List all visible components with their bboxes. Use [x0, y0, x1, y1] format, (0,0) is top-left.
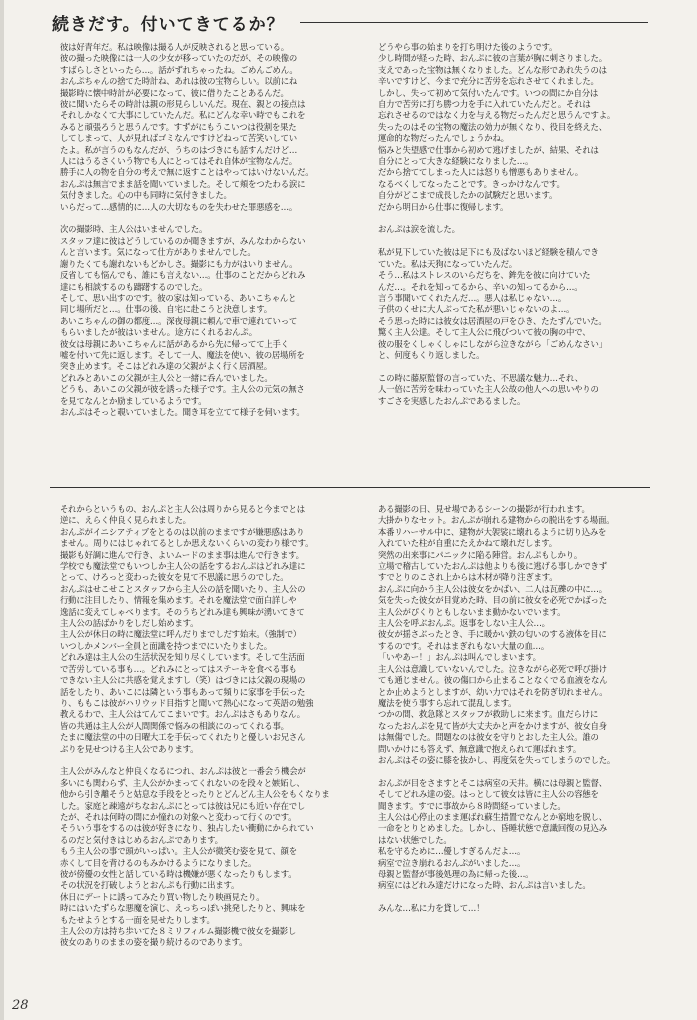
text-line: どうも、あいこの父親が彼を誘った様子です。主人公の元気の無さ — [60, 384, 305, 395]
text-line: できない主人公に共感を覚えますし（笑）はづきには父親の現場の — [60, 675, 306, 686]
text-line: みると頑張ろうと思うんです。すずがにもうこいつは役割を果た — [60, 121, 297, 132]
text-line: 言う事聞いてくれたんだ…。悪人は私じゃない…。 — [378, 292, 567, 303]
text-line: 子供のくせに大人ぶってた私が悪いじゃないのよ…。 — [378, 304, 575, 315]
text-line: 彼は好青年だ。私は映像は撮る人が反映されると思っている。 — [60, 42, 289, 52]
text-line: もらいましたが彼はいません。途方にくれるおんぷ。 — [60, 327, 257, 338]
text-line: とか止めようとしますが、幼い力ではそれを防ぎ切れません。 — [378, 686, 608, 697]
text-line: あいこちゃんの御の都度…。深夜母親に頼んで車で連れていって — [60, 315, 298, 326]
text-line: すごさを実感したおんぷであるました。 — [378, 395, 526, 406]
text-line: どうやら事の始まりを打ち明けた後のようです。 — [378, 42, 558, 52]
text-line: はない状態でした。 — [378, 834, 452, 845]
text-line: ぶりを見せつける主人公であります。 — [60, 743, 199, 754]
text-line: みんな…私に力を貸して…！ — [378, 903, 485, 914]
text-line: ていた。私は天狗になっていたんだ。 — [378, 258, 517, 269]
text-line: 自分にとって大きな経験になりました…。 — [378, 156, 534, 167]
text-line: 支えであった宝物は無くなりました。どんな形であれ失うのは — [378, 64, 607, 75]
text-line: 突然の出来事にパニックに陥る陣営。おんぷもしかり。 — [378, 549, 583, 560]
text-line: とって、けろっと変わった彼女を見て不思議に思うのでした。 — [60, 572, 289, 583]
text-line: と、何度もくり返しました。 — [378, 349, 485, 360]
text-line: すばらしさといったら…。話がずれちゃったね。ごめんごめん。 — [60, 64, 298, 75]
text-line: どれみ達は主人公の生活状況を知り尽くしています。そして生活面 — [60, 652, 305, 663]
text-line: 謝りたくても謝れないもどかしさ。撮影にも力がはいりません。 — [60, 258, 298, 269]
page-number: 28 — [12, 998, 29, 1013]
text-line: 逸話に変えてしゃべります。そのうちどれみ達も興味が湧いてきて — [60, 606, 305, 617]
text-line: 彼女が揺さぶったとき、手に暖かい鉄の匂いのする液体を目に — [378, 629, 607, 640]
text-line: 時にはいたずらな悪魔を演じ、えっちっぽい挑発したりと、興味を — [60, 903, 306, 914]
text-line: この時に藤原監督の言っていた、不思議な魅力…それ、 — [378, 372, 583, 383]
text-line: 魔法を使う事すら忘れて混乱します。 — [378, 697, 517, 708]
text-line: 主人公の話ばかりをしだし始めます。 — [60, 618, 199, 629]
page-edge — [0, 0, 4, 1020]
text-line: そしてどれみ達の姿。はっとして彼女は皆に主人公の容態を — [378, 789, 599, 800]
text-line: 辛いですけど、今まで充分に苦労を忘れさせてくれました。 — [378, 76, 599, 87]
text-line: 逆に、えらく仲良く見られました。 — [60, 515, 191, 526]
text-line: 問いかけにも答えず、無意識で抱えられて運ばれます。 — [378, 743, 582, 754]
text-line: いつしかメンバー全員と面識を持つまでにいたりました。 — [60, 640, 272, 651]
text-line: 悩みと失望感で仕事から初めて逃げましたが、結果、それは — [378, 144, 599, 155]
text-line: んだ…。それを知ってるから、辛いの知ってるから…。 — [378, 281, 583, 292]
text-line: 「いやあー！」おんぷは叫んでしまいます。 — [378, 652, 541, 663]
text-line: 主人公が休日の時に魔法堂に呼んだりまでしだす始末。（強制で） — [60, 629, 302, 640]
column-top-right — [378, 42, 668, 407]
text-line: 達にも相談するのも躊躇するのでした。 — [60, 281, 208, 292]
text-line: 彼が傍優の女性と話している時は機嫌が悪くなったりもします。 — [60, 868, 297, 879]
text-line: 病室で泣き崩れるおんぷがいました…。 — [378, 857, 526, 868]
page-title: 続きだす。付いてきてるか？ — [52, 15, 285, 35]
text-line: 次の撮影時、主人公はいませんでした。 — [60, 224, 208, 235]
text-line: そう…私はストレスのいらだちを、鉾先を彼に向けていた — [378, 270, 591, 281]
text-line: 主人公の方は持ち歩いてた８ミリフィルム撮影機で彼女を撮影し — [60, 926, 297, 937]
text-line — [378, 213, 668, 224]
text-line: もう主人公の事で頭がいっぱい。主人公が微笑む姿を見て、顔を — [60, 846, 297, 857]
text-line: ある撮影の日、見せ場であるシーンの撮影が行われます。 — [378, 504, 590, 514]
text-line: 撮影時に懐中時計が必要になって、彼に借りたことあるんだ。 — [60, 87, 289, 98]
text-line: おんぷはせこせことスタッフから主人公の話を聞いたり、主人公の — [60, 583, 306, 594]
text-line: 自分がどこまで成長したかの試験だと思います。 — [378, 190, 558, 201]
text-line: 彼女のありのままの姿を撮り続けるのであります。 — [60, 937, 248, 948]
column-top-left — [60, 42, 350, 418]
text-line: 立場で稽古していたおんぷは他よりも後に逃げる事しかできず — [378, 561, 607, 572]
text-line: 教えるわで、主人公はてんてこまいです。おんぷはさもありなん。 — [60, 709, 305, 720]
text-line: 主人公は意識していないんでした。泣きながら必死で呼び掛け — [378, 663, 607, 674]
text-line: ても通じません。彼の傷口から止まることなくでる血液をなん — [378, 675, 608, 686]
text-line: だから明日から仕事に復帰します。 — [378, 201, 509, 212]
text-line: その状況を打破しようとおんぷも行動に出ます。 — [60, 880, 240, 891]
text-line: 主人公がぴくりともしないまま動かないでいます。 — [378, 606, 566, 617]
text-line: 一命をとりとめました。しかし、昏睡状態で意識回復の見込み — [378, 823, 607, 834]
text-line: 他から引き離そうと姑息な手段をとったりとどんどん主人公をもくなりま — [60, 789, 330, 800]
text-line: 話をしたり、あいこには隣という事もあって頻りに家事を手伝った — [60, 686, 306, 697]
column-bottom-left — [60, 504, 350, 949]
text-line: おんぷはその姿に膝を抜かし、再度気を失ってしまうのでした。 — [378, 754, 616, 765]
text-line: 聞きます。すでに事故から８時間経っていました。 — [378, 800, 566, 811]
text-line: もたせようとする一面を見せたりします。 — [60, 914, 215, 925]
text-line: 撮影も好調に進んで行き、よいムードのまま事は進んで行きます。 — [60, 549, 304, 560]
text-line: を見てなんとか励ましているようです。 — [60, 395, 207, 406]
text-line: 彼女は母親にあいこちゃんに話があるから先に帰ってて上手く — [60, 338, 289, 349]
text-line: 反省しても悩んでも、誰にも言えない…。仕事のことだからどれみ — [60, 270, 306, 281]
text-line: おんぷが目をさますとそこは病室の天井。横には母親と監督、 — [378, 777, 607, 788]
text-line: たが、それは何時の間にか憧れの対象へと変わって行くのです。 — [60, 811, 297, 822]
text-line: なったおんぷを見て皆が大丈夫かと声をかけますが、彼女自身 — [378, 720, 607, 731]
text-line: するのです。それはまぎれもない大量の血…。 — [378, 640, 550, 651]
text-line: そして、思い出すのです。彼の家は知っている、あいこちゃんと — [60, 292, 297, 303]
text-line: してしまって、人が見ればゴミなんですけどねって苦笑いしてい — [60, 133, 297, 144]
text-line: 運命的な物だったんでしょうかね。 — [378, 133, 509, 144]
text-line: つかの間、救急隊とスタッフが救助しに来ます。血だらけに — [378, 709, 599, 720]
text-line: で苦労している事も…。どれみにとってはステーキを食べる事も — [60, 663, 297, 674]
text-line: 大掛かりなセット。おんぷが崩れる建物からの脱出をする場面。 — [378, 515, 615, 526]
text-line: 彼の撮った映像には一人の少女が移っていたのだが、その映像の — [60, 53, 298, 64]
text-line: 少し時間が経った時、おんぷに彼の言葉が胸に刺さりました。 — [378, 53, 607, 64]
text-line: それからというもの、おんぷと主人公は周りから見ると今までとは — [60, 504, 305, 514]
text-line: いらだって…感情的に…人の大切なものを失わせた罪悪感を…。 — [60, 201, 298, 212]
text-line: たまに魔法堂の中の日曜大工を手伝ってくれたりと優しいお兄さん — [60, 732, 306, 743]
text-line: 皆の共通は主人公が人間関係で悩みの相談にのってくれる事。 — [60, 720, 289, 731]
text-line: 母親と監督が事後処理の為に帰った後…。 — [378, 868, 534, 879]
text-line: 自力で苦労に打ち勝つ力を手に入れていたんだと。それは — [378, 99, 591, 110]
text-line: 彼に聞いたらその時計は親の形見らしいんだ。現在、親との接点は — [60, 99, 306, 110]
text-line: 気を失った彼女が目覚めた時、目の前に彼女を必死でかばった — [378, 595, 607, 606]
text-line: 私を守るために…優しすぎるんだよ…。 — [378, 846, 526, 857]
text-line: しかし、失って初めて気付いたんです。いつの間にか自分は — [378, 87, 599, 98]
text-line: 赤くして目を背けるのもみかけるようになりました。 — [60, 857, 257, 868]
text-line: んと言います。気になって仕方がありませんでした。 — [60, 247, 256, 258]
text-line — [378, 766, 668, 777]
text-line: 主人公がみんなと仲良くなるにつれ、おんぷは彼と一番会う機会が — [60, 766, 306, 777]
text-line: 人一倍に苦労を味わっていた主人公故の他人への思いやりの — [378, 384, 599, 395]
text-line: した。家庭と疎遠がちなおんぷにとっては彼は兄にも近い存在でし — [60, 800, 306, 811]
text-line: 勝手に人の物を自分の考えで無に返すことはやってはいけないんだ。 — [60, 167, 314, 178]
text-line: 休日にデートに誘ってみたり買い物したり映画見たり。 — [60, 891, 265, 902]
text-line: どれみとあいこの父親が主人公と一緒に呑んでいました。 — [60, 372, 273, 383]
text-line: それしかなくて大事にしていたんだ。私にどんな幸い時でもこれを — [60, 110, 306, 121]
text-line: 気付きました。心の中も同時に気付きました。 — [60, 190, 232, 201]
text-line: おんぷに向かう主人公は彼女をかばい、二人は瓦礫の中に…。 — [378, 583, 607, 594]
text-line: 主人公は心停止のまま運ばれ蘇生措置でなんとか窮地を脱し、 — [378, 811, 607, 822]
title-divider — [300, 22, 648, 23]
section-divider — [50, 487, 650, 488]
text-line: 驚く主人公達。そして主人公に飛びついて彼の胸の中で、 — [378, 327, 591, 338]
text-line — [378, 236, 668, 247]
text-line — [60, 213, 350, 224]
text-line: 失ったのはその宝物の魔法の効力が無くなり、役目を終えた、 — [378, 121, 607, 132]
text-line: り、ももこは彼がハリウッド目指すと聞いて熱心になって英語の勉強 — [60, 697, 314, 708]
text-line: るのだと気付きはじめるおんぷであります。 — [60, 834, 223, 845]
text-line: 同じ場所だと…。仕事の後、自宅に赴こうと決意します。 — [60, 304, 272, 315]
text-line: すでとりのこされ上からは木材が降り注ぎます。 — [378, 572, 558, 583]
text-line: そういう事をするのは彼が好きになり、独占したい衝動にかられてい — [60, 823, 314, 834]
text-line: は無傷でした。問題なのは彼女を守りとおした主人公。誰の — [378, 732, 599, 743]
text-line: 人にはうるさくいう物でも人にとってはそれ自体が宝物なんだ。 — [60, 156, 297, 167]
text-line: おんぷはそっと覗いていました。聞き耳を立てて様子を伺います。 — [60, 406, 305, 417]
text-line: 行動に注目したり、情報を集めます。それを魔法堂で面白詳しや — [60, 595, 297, 606]
text-line: スタッフ達に彼はどうしているのか聞きますが、みんなわからない — [60, 235, 306, 246]
text-line: 突き止めます。そこはどれみ達の父親がよく行く居酒屋。 — [60, 361, 272, 372]
text-line: 彼の服をくしゃくしゃにしながら泣きながら「ごめんなさい」 — [378, 338, 607, 349]
text-line: 忘れさせるのではなく力を与える物だったんだと思うんですよ。 — [378, 110, 616, 121]
text-line: たよ。私が言うのもなんだが、うちのはづきにも話すんだけど… — [60, 144, 298, 155]
text-line: だから捨ててしまった人には怒りも憎悪もありません。 — [378, 167, 583, 178]
text-line: ません。周りにはじゃれてるとしか思えないくらいの変わり様です。 — [60, 538, 314, 549]
text-line: そう思った時には彼女は居酒屋の戸をひき、たたずんでいた。 — [378, 315, 607, 326]
text-line: おんぷちゃんの捨てた時計ね、あれは彼の宝物らしい。以前にね — [60, 76, 298, 87]
text-line — [60, 755, 350, 766]
text-line — [378, 361, 668, 372]
text-line: 入れていた柱が自重にたえかねて壊れだします。 — [378, 538, 557, 549]
text-line: なるべくしてなったことです。きっかけなんです。 — [378, 178, 565, 189]
text-line: 病室にはどれみ達だけになった時、おんぷは言いました。 — [378, 880, 591, 891]
text-line: おんぷがイニシアティブをとるのは以前のままですが嫌悪感はあり — [60, 526, 305, 537]
text-line: おんぷは無言でまま話を聞いていました。そして頬をつたわる涙に — [60, 178, 306, 189]
text-line: 本番リハーサル中に、建物が大袈裟に壊れるように切り込みを — [378, 526, 607, 537]
text-line: 主人公を呼ぶおんぷ。返事をしない主人公…。 — [378, 618, 550, 629]
text-line: 嘘を付いて先に返します。そして一人、魔法を使い、彼の居場所を — [60, 349, 305, 360]
text-line — [378, 892, 668, 903]
column-bottom-right — [378, 504, 668, 915]
text-line: 多いにも関わらず、主人公がかまってくれないのを段々と嫉妬し、 — [60, 777, 305, 788]
text-line: 私が見下していた彼は足下にも及ばないほど経験を積んでき — [378, 247, 599, 258]
text-line: おんぷは涙を流した。 — [378, 224, 460, 235]
text-line: 学校でも魔法堂でもいつしか主人公の話をするおんぷはどれみ達に — [60, 561, 306, 572]
